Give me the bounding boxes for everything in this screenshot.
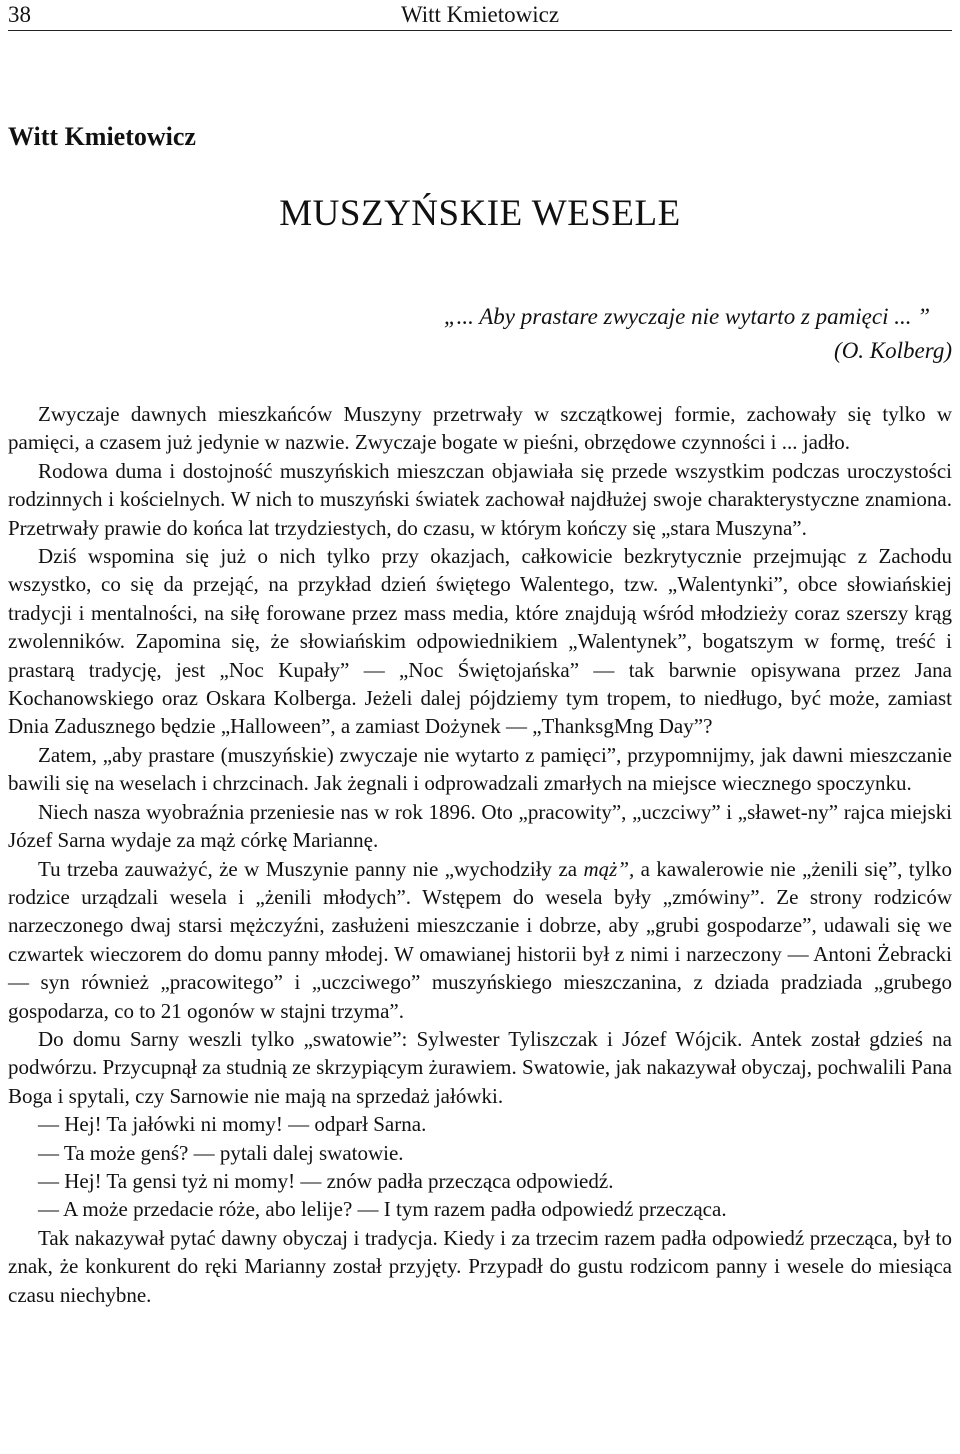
paragraph-text: a kawalerowie nie „żenili się”, tylko rodzice urządzali wesela i „żenili młodych”. Wstępem do wesela były „zmówiny”. Ze strony rodziców narzeczonego dwaj starsi mężczyźni, zasłużeni mieszczanie i dobrze, aby „grubi gospodarze”, udawali się we czwartek wieczorem do domu panny młodej. W omawianej historii był z nimi i narzeczony — Antoni Żebracki — syn również „pracowitego” i „uczciwego” muszyńskiego mieszczanina, z dziada pradziada „grubego gospodarza, co to 21 ogonów w stajni trzyma”.	[8, 856, 952, 1023]
article-author: Witt Kmietowicz	[8, 122, 196, 151]
paragraph: Dziś wspomina się już o nich tylko przy okazjach, całkowicie bezkrytycznie przejmując z Zachodu wszystko, co się da przejąć, na przykład dzień świętego Walentego, tzw. „Walentynki”, obce słowiańskiej tradycji i mentalności, na siłę forowane przez mass media, które znajdują wśród młodzieży coraz szerszy krąg zwolenników. Zapomina się, że słowiańskim odpowiednikiem „Walentynek”, bogatszym w formę, treść i prastarą tradycję, jest „Noc Kupały” — „Noc Świętojańska” — tak barwnie opisywana przez Jana Kochanowskiego oraz Oskara Kolberga. Jeżeli dalej pójdziemy tym tropem, to niedługo, być może, zamiast Dnia Zadusznego będzie „Halloween”, a zamiast Dożynek — „ThanksgMng Day”?	[8, 544, 952, 739]
paragraph: Tak nakazywał pytać dawny obyczaj i tradycja. Kiedy i za trzecim razem padła odpowiedź przecząca, był to znak, że konkurent do ręki Marianny został przyjęty. Przypadł do gustu rodzicom panny i wesele do miesiąca czasu niechybne.	[8, 1225, 952, 1307]
paragraph: Do domu Sarny weszli tylko „swatowie”: Sylwester Tyliszczak i Józef Wójcik. Antek został gdzieś na podwórzu. Przycupnął za studnią ze skrzypiącym żurawiem. Swatowie, jak nakazywał obyczaj, pochwalili Pana Boga i spytali, czy Sarnowie nie mają na sprzedaż jałówki.	[8, 1026, 952, 1108]
running-header	[8, 0, 952, 31]
paragraph	[8, 855, 952, 1025]
epigraph-quote: „... Aby prastare zwyczaje nie wytarto z pamięci ... ”	[443, 304, 930, 329]
paragraph: Niech nasza wyobraźnia przeniesie nas w rok 1896. Oto „pracowity”, „uczciwy” i „sławet-ny” rajca miejski Józef Sarna wydaje za mąż córkę Mariannę.	[8, 799, 952, 853]
dialogue-line: — Ta może genś? — pytali dalej swatowie.	[38, 1140, 404, 1165]
paragraph: Zwyczaje dawnych mieszkańców Muszyny przetrwały w szczątkowej formie, zachowały się tylko w pamięci, a czasem już jedynie w nazwie. Zwyczaje bogate w pieśni, obrzędowe czynności i ... jadło.	[8, 402, 952, 455]
article-title: MUSZYŃSKIE WESELE	[279, 193, 681, 234]
dialogue-line: — Hej! Ta gensi tyż ni momy! — znów padła przecząca odpowiedź.	[38, 1168, 614, 1193]
paragraph: Zatem, „aby prastare (muszyńskie) zwyczaje nie wytarto z pamięci”, przypomnijmy, jak dawni mieszczanie bawili się na weselach i chrzcinach. Jak żegnali i odprowadzali zmarłych na miejsce wiecznego spoczynku.	[8, 742, 952, 796]
article-body	[8, 400, 952, 1309]
epigraph-source: (O. Kolberg)	[834, 338, 952, 363]
epigraph	[12, 300, 952, 368]
page-number: 38	[8, 2, 31, 27]
dialogue-line: — Hej! Ta jałówki ni momy! — odparł Sarna.	[38, 1112, 427, 1137]
italic-text: mąż”,	[583, 856, 635, 881]
running-title: Witt Kmietowicz	[400, 2, 560, 27]
paragraph: Rodowa duma i dostojność muszyńskich mieszczan objawiała się przede wszystkim podczas uroczystości rodzinnych i kościelnych. W nich to muszyński światek zachował najdłużej swoje charakterystyczne znamiona. Przetrwały prawie do końca lat trzydziestych, do czasu, w którym kończy się „stara Muszyna”.	[8, 458, 952, 540]
dialogue-line: — A może przedacie róże, abo lelije? — I tym razem padła odpowiedź przecząca.	[38, 1197, 727, 1222]
paragraph-text: Tu trzeba zauważyć, że w Muszynie panny nie „wychodziły za	[38, 856, 584, 881]
